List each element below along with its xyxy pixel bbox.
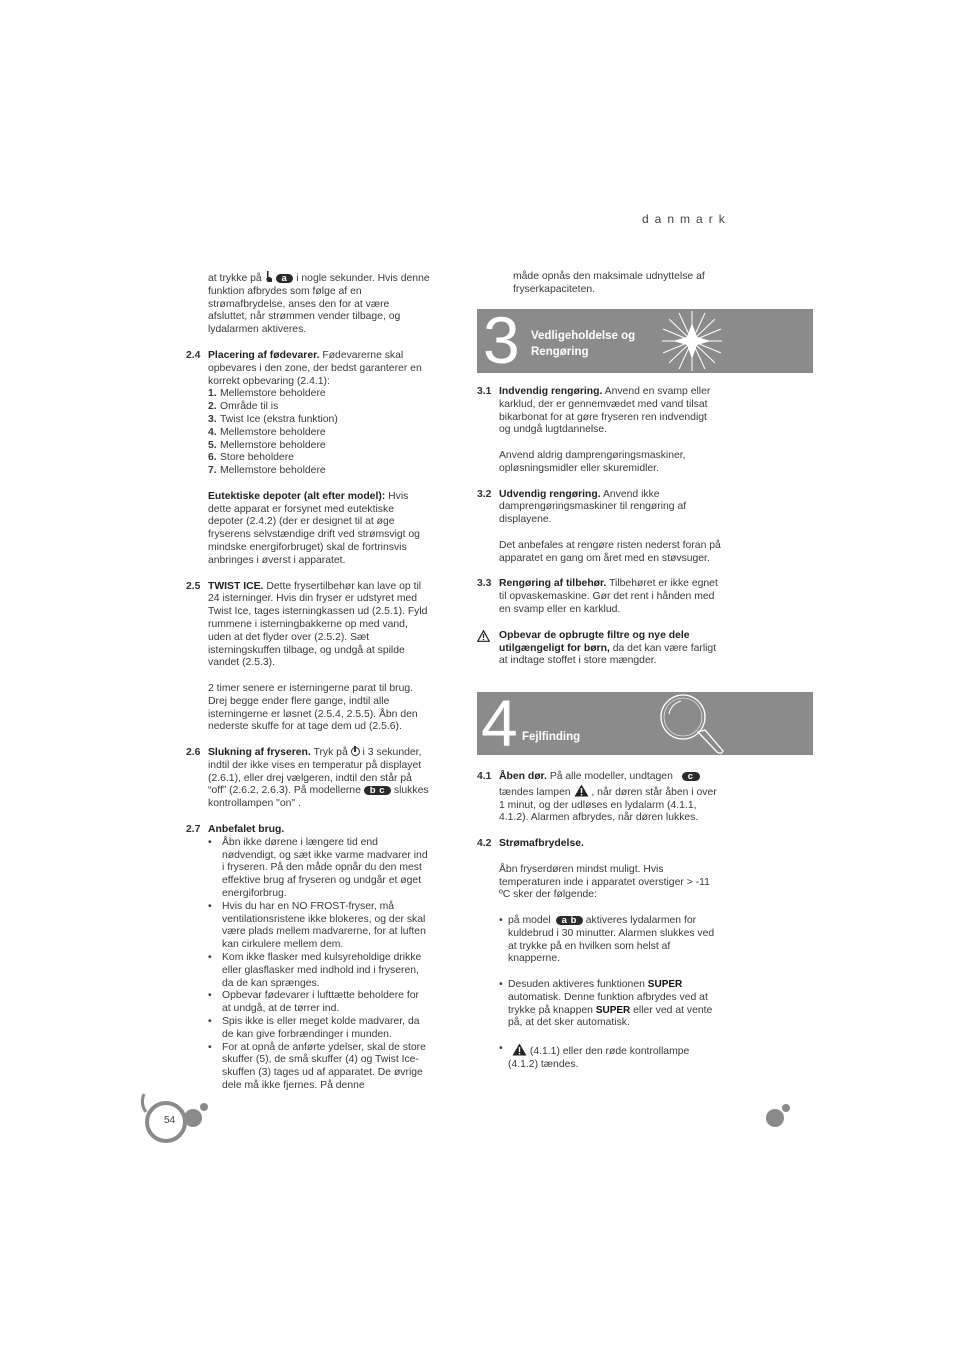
banner-title: Vedligeholdelse og Rengøring <box>531 330 636 358</box>
list-item: • Hvis du har en NO FROST-fryser, må ventilationsristene ikke blokeres, og der skal være plads mellem madvarerne, for at luften kan cirkulere mellem dem. <box>208 901 430 952</box>
section-number: 2.5 <box>186 580 201 592</box>
section-title: Udvendig rengøring. <box>499 488 601 500</box>
list-item: • på model a b aktiveres lydalarmen for kuldebrud i 30 minutter. Alarmen slukkes ved at trykke på en hvilken som helst af knapperne. <box>499 915 721 966</box>
magnifier-icon <box>655 692 725 755</box>
section-3-2: 3.2 Udvendig rengøring. Anvend ikke damprengøringsmaskiner til rengøring af displayene. Det anbefales at rengøre risten nederst foran på apparatet en gang om året med en støvsuger. <box>477 488 721 564</box>
banner-number: 3 <box>483 303 520 377</box>
section-2-4: 2.4 Placering af fødevarer. Fødevarerne skal opbevares i den zone, der bedst garanterer en korrekt opbevaring (2.4.1): 1. Mellemstore beholdere 2. Område til is 3. Twist Ice (ekstra funktion) 4. Mellemstore beholdere 5. Mellemstore beholdere 6. Store beholdere 7. Mellemstore beholdere Eutektiske depoter (alt efter model): Hvis dette apparat er forsynet med eutektiske depoter (2.4.2) (der er designet til at øge fryserens selvstændige drift ved strømsvigt og mindske energiforbruget) skal de fortrinsvis anbringes i øverst i apparatet. <box>208 350 430 568</box>
list-item: • Opbevar fødevarer i lufttætte beholdere for at undgå, at de tørrer ind. <box>208 990 430 1016</box>
footer-dots-decoration <box>762 1100 796 1132</box>
warning-icon <box>512 1043 527 1056</box>
warning-note: Opbevar de opbrugte filtre og nye dele utilgængeligt for børn, da det kan være farligt at indtage stoffet i store mængder. <box>499 630 721 668</box>
section-number: 4.2 <box>477 838 492 850</box>
left-column <box>186 271 430 1093</box>
super-label: SUPER <box>647 978 683 990</box>
section-2-6: 2.6 Slukning af fryseren. Tryk på i 3 sekunder, indtil der ikke vises en temperatur på displayet (2.6.1), eller drej vælgeren, indtil den står på “off” (2.6.2, 2.6.3). På modellerne b c slukkes kontrollampen "on" . <box>186 747 429 810</box>
eutectic-paragraph: Eutektiske depoter (alt efter model): Hvis dette apparat er forsynet med eutektiske depoter (2.4.2) (der er designet til at øge fryserens selvstændige drift ved strømsvigt og mindske energiforbruget) skal de fortrinsvis anbringes i øverst i apparatet. <box>208 490 420 566</box>
paragraph: Åbn fryserdøren mindst muligt. Hvis temperaturen inde i apparatet overstiger > -11 ºC sker der følgende: <box>499 863 710 901</box>
paragraph: Anvend aldrig damprengøringsmaskiner, opløsningsmidler eller skuremidler. <box>499 449 686 474</box>
section-number: 2.4 <box>186 349 201 361</box>
section-number: 3.1 <box>477 386 492 397</box>
section-2-5: 2.5 TWIST ICE. Dette frysertilbehør kan lave op til 24 isterninger. Hvis din fryser er udstyret med Twist Ice, tages isterningkassen ud (2.5.1). Fyld rummene i isterningbakkerne op med vand, uden at det flyder over (2.5.2). Sæt isterningskuffen tilbage, og undgå at spilde vandet (2.5.3). 2 timer senere er isterningerne parat til brug. Drej begge ender flere gange, indtil alle isterningerne er løsnet (2.5.4, 2.5.5). Åbn den nederste skuffe for at tage dem ud (2.5.6). <box>208 581 430 735</box>
section-4-2 <box>477 838 721 1071</box>
badge-a: a <box>276 274 294 283</box>
list-item: • For at opnå de anførte ydelser, skal de store skuffer (5), de små skuffer (4) og Twist Ice-skuffen (3) tages ud af apparatet. De øvrige dele må ikke fjernes. På denne <box>208 1042 430 1093</box>
section-number: 3.3 <box>477 578 492 590</box>
list-item: • Kom ikke flasker med kulsyreholdige drikke eller glasflasker med indhold ind i fryseren, da de kan sprænges. <box>208 952 430 990</box>
section-title: Åben dør. <box>499 771 547 782</box>
section-number: 4.1 <box>477 771 492 782</box>
section-title: Slukning af fryseren. <box>208 747 311 759</box>
section-number: 2.6 <box>186 747 201 759</box>
paragraph: Det anbefales at rengøre risten nederst foran på apparatet en gang om året med en støvsuger. <box>499 539 721 564</box>
badge-bc: b c <box>364 786 391 795</box>
storage-zone-list <box>208 388 430 478</box>
super-label: SUPER <box>595 1004 631 1016</box>
badge-c: c <box>682 772 700 781</box>
section-number: 3.2 <box>477 488 492 500</box>
list-item: • (4.1.1) eller den røde kontrollampe (4.1.2) tændes. <box>499 1043 721 1072</box>
section-title: Placering af fødevarer. <box>208 349 320 361</box>
continued-paragraph: måde opnås den maksimale udnyttelse af fryserkapaciteten. <box>513 271 705 295</box>
section-title: Strømafbrydelse. <box>499 838 584 850</box>
warning-icon <box>574 784 589 797</box>
banner-title: Fejlfinding <box>522 731 581 743</box>
section-banner-4 <box>477 686 813 760</box>
list-item: 6. Store beholdere <box>208 452 294 464</box>
right-column <box>477 386 721 668</box>
section-title: Anbefalet brug. <box>208 824 285 836</box>
badge-ab: a b <box>556 916 583 925</box>
section-banner-3 <box>477 303 813 377</box>
list-item: 3. Twist Ice (ekstra funktion) <box>208 413 338 425</box>
section-title: Indvendig rengøring. <box>499 386 603 397</box>
right-column-lower <box>477 770 721 1072</box>
section-title: Rengøring af tilbehør. <box>499 578 607 590</box>
hand-press-icon <box>265 271 273 283</box>
list-item: • Spis ikke is eller meget kolde madvarer, da de kan give forbrændinger i munden. <box>208 1016 430 1042</box>
sparkle-icon <box>657 309 727 373</box>
power-icon <box>351 747 360 756</box>
warning-title: Opbevar de opbrugte filtre og nye dele utilgængeligt for børn, <box>499 629 690 654</box>
list-item: 2. Område til is <box>208 401 279 413</box>
list-item: 5. Mellemstore beholdere <box>208 439 326 451</box>
page-number: 54 <box>164 1115 176 1126</box>
list-item: • Desuden aktiveres funktionen SUPER automatisk. Denne funktion afbrydes ved at trykke på knappen SUPER eller ved at vente på, at det sker automatisk. <box>499 979 721 1030</box>
language-label: danmark <box>642 212 731 226</box>
section-4-1: 4.1 Åben dør. På alle modeller, undtagen c tændes lampen , når døren står åben i over 1 minut, og der udløses en lydalarm (4.1.1, 4.1.2). Alarmen afbrydes, når døren lukkes. <box>477 770 717 824</box>
recommendation-list <box>208 837 430 1093</box>
banner-number: 4 <box>481 686 518 760</box>
list-item: • Åbn ikke dørene i længere tid end nødvendigt, og sæt ikke varme madvarer ind i fryseren. På den måde opnår du den mest effektive brug af fryseren og undgår et øget energiforbrug. <box>208 837 430 901</box>
section-3-1: 3.1 Indvendig rengøring. Anvend en svamp eller karklud, der er gennemvædet med vand tilsat bikarbonat for at gøre fryseren ren indvendigt og undgå lugtdannelse. Anvend aldrig damprengøringsmaskiner, opløsningsmidler eller skuremidler. <box>499 386 721 476</box>
warning-outline-icon <box>477 630 490 642</box>
list-item: 7. Mellemstore beholdere <box>208 465 326 477</box>
paragraph: 2 timer senere er isterningerne parat til brug. Drej begge ender flere gange, indtil alle isterningerne er løsnet (2.5.4, 2.5.5). Åbn den nederste skuffe for at tage dem ud (2.5.6). <box>208 682 418 733</box>
section-3-3: 3.3 Rengøring af tilbehør. Tilbehøret er ikke egnet til opvaskemaskine. Gør det rent i hånden med en svamp eller en karklud. <box>477 578 718 615</box>
list-item: 1. Mellemstore beholdere <box>208 388 326 400</box>
intro-paragraph: at trykke på a i nogle sekunder. Hvis denne funktion afbrydes som følge af en strømafbrydelse, anses den for at være afsluttet, når strømmen vender tilbage, og lydalarmen aktiveres. <box>208 272 430 336</box>
list-item: 4. Mellemstore beholdere <box>208 426 326 438</box>
section-2-7 <box>186 824 430 1093</box>
section-number: 2.7 <box>186 824 201 836</box>
section-title: TWIST ICE. <box>208 580 264 592</box>
